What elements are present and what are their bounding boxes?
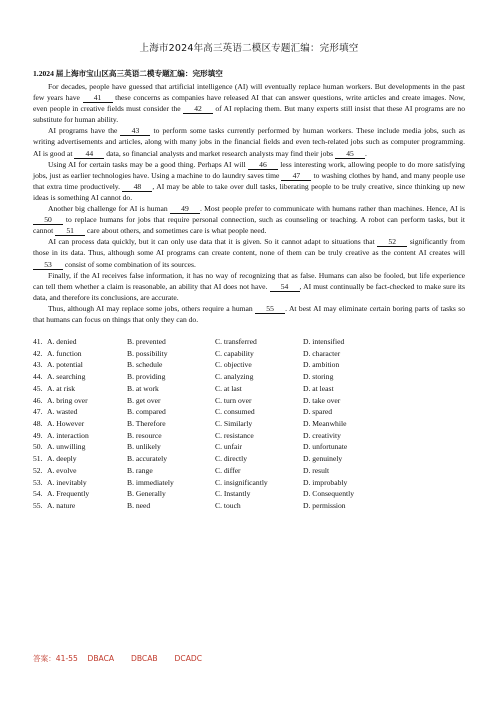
option-c: C. unfair xyxy=(215,442,242,452)
option-row xyxy=(33,371,465,383)
option-a: A. wasted xyxy=(47,407,78,417)
option-c: C. analyzing xyxy=(215,372,254,382)
option-row xyxy=(33,441,465,453)
blank-number: 42 xyxy=(183,104,213,114)
passage-text: , AI must continually be fact-checked to make sure its data, and therefore its conclusions, are accurate. xyxy=(33,281,465,302)
option-c: C. at last xyxy=(215,383,242,393)
passage-text: to perform some tasks currently performed by human workers. These include media jobs, such as writing advertisements and articles, along with many jobs in the financial fields and even tech-related jobs such as computer programming. AI is good at xyxy=(33,126,465,158)
passage-text: Another big challenge for AI is human xyxy=(48,204,170,214)
option-b: B. immediately xyxy=(127,477,174,487)
passage-text: significantly from those in its data. Thus, although some AI programs can create content, none of them can be truly creative as the content AI creates will xyxy=(33,237,465,258)
passage-text: consist of some combination of its sources. xyxy=(63,259,196,269)
option-a: A. evolve xyxy=(47,465,77,475)
blank-number: 50 xyxy=(33,215,63,225)
passage-text: Thus, although AI may replace some jobs, others require a human xyxy=(48,303,256,313)
option-d: D. ambition xyxy=(303,360,340,370)
document-page xyxy=(33,40,465,512)
passage-paragraph xyxy=(33,81,465,125)
option-b: B. Therefore xyxy=(127,418,166,428)
option-b: B. providing xyxy=(127,372,166,382)
option-b: B. prevented xyxy=(127,337,166,347)
blank-number: 54 xyxy=(270,282,300,292)
passage-text: data, so financial analysts and market research analysts may find their jobs xyxy=(104,148,336,158)
passage-text: less interesting work, allowing people to do more satisfying jobs, just as earlier technologies have. Using a machine to do laundry saves time xyxy=(33,159,465,180)
option-d: D. spared xyxy=(303,407,333,417)
option-d: D. creativity xyxy=(303,430,341,440)
option-d: D. Consequently xyxy=(303,489,355,499)
blank-number: 51 xyxy=(55,226,85,236)
option-b: B. resource xyxy=(127,430,162,440)
blank-number: 52 xyxy=(377,237,407,247)
option-c: C. insignificantly xyxy=(215,477,268,487)
question-number: 41. xyxy=(33,337,43,347)
question-number: 47. xyxy=(33,407,43,417)
option-d: D. genuinely xyxy=(303,454,343,464)
question-number: 52. xyxy=(33,465,43,475)
question-number: 55. xyxy=(33,500,43,510)
blank-number: 46 xyxy=(248,160,278,170)
question-number: 54. xyxy=(33,489,43,499)
option-d: D. improbably xyxy=(303,477,348,487)
option-d: D. storing xyxy=(303,372,334,382)
blank-number: 47 xyxy=(281,171,311,181)
blank-number: 49 xyxy=(170,204,200,214)
passage-text: . xyxy=(365,148,367,158)
option-b: B. need xyxy=(127,500,151,510)
option-b: B. range xyxy=(127,465,153,475)
option-a: A. unwilling xyxy=(47,442,86,452)
blank-number: 55 xyxy=(255,304,285,314)
option-c: C. transferred xyxy=(215,337,257,347)
question-number: 45. xyxy=(33,383,43,393)
option-a: A. nature xyxy=(47,500,76,510)
option-row xyxy=(33,477,465,489)
option-c: C. objective xyxy=(215,360,252,370)
passage-text: to washing clothes by hand, and many people use that extra time productively. xyxy=(33,170,466,191)
source-heading: 1.2024 届上海市宝山区高三英语二模专题汇编：完形填空 xyxy=(33,69,223,78)
option-row xyxy=(33,336,465,348)
option-a: A. at risk xyxy=(47,383,76,393)
passage-text: these concerns as companies have released AI that can answer questions, write articles and create images. Now, even people in creative fields must consider the xyxy=(33,93,466,114)
passage-paragraph xyxy=(33,236,465,269)
blank-number: 41 xyxy=(83,93,113,103)
passage-text: For decades, people have guessed that artificial intelligence (AI) will eventually replace human workers. But developments in the past few years have xyxy=(33,82,465,103)
blank-number: 44 xyxy=(74,149,104,159)
passage-paragraph xyxy=(33,303,465,325)
passage-text: to replace humans for jobs that require personal connection, such as counseling or teaching. A robot can perform tasks, but it cannot xyxy=(33,215,465,236)
question-number: 44. xyxy=(33,372,43,382)
option-a: A. bring over xyxy=(47,395,88,405)
question-number: 48. xyxy=(33,418,43,428)
passage-paragraph xyxy=(33,270,465,303)
option-c: C. Similarly xyxy=(215,418,253,428)
passage-text: AI programs have the xyxy=(48,126,121,136)
passage-paragraph xyxy=(33,159,465,203)
option-c: C. turn over xyxy=(215,395,252,405)
option-c: C. differ xyxy=(215,465,241,475)
option-d: D. permission xyxy=(303,500,346,510)
option-a: A. deeply xyxy=(47,454,77,464)
question-number: 42. xyxy=(33,348,43,358)
option-d: D. Meanwhile xyxy=(303,418,347,428)
option-c: C. directly xyxy=(215,454,248,464)
option-row xyxy=(33,500,465,512)
option-a: A. However xyxy=(47,418,85,428)
option-a: A. Frequently xyxy=(47,489,90,499)
blank-number: 53 xyxy=(33,260,63,270)
option-c: C. touch xyxy=(215,500,241,510)
passage-text: Finally, if the AI receives false information, it has no way of recognizing that as false. Humans can also be fooled, but life experience can tell them whether a claim is reasonable, an ability that AI does not have. xyxy=(33,270,465,291)
passage-text: AI can process data quickly, but it can only use data that it is given. So it cannot adapt to situations that xyxy=(48,237,378,247)
passage-text: of AI replacing them. But many experts still insist that these AI programs are no substitute for human ability. xyxy=(33,104,465,125)
option-row xyxy=(33,430,465,442)
option-b: B. Generally xyxy=(127,489,166,499)
option-d: D. unfortunate xyxy=(303,442,348,452)
option-b: B. compared xyxy=(127,407,166,417)
option-a: A. denied xyxy=(47,337,77,347)
option-b: B. accurately xyxy=(127,454,168,464)
option-row xyxy=(33,453,465,465)
option-a: A. potential xyxy=(47,360,83,370)
blank-number: 43 xyxy=(120,126,150,136)
option-a: A. interaction xyxy=(47,430,89,440)
page-title: 上海市2024年高三英语二模区专题汇编：完形填空 xyxy=(139,43,359,54)
option-b: B. unlikely xyxy=(127,442,161,452)
option-d: D. character xyxy=(303,348,341,358)
option-d: D. intensified xyxy=(303,337,345,347)
option-c: C. Instantly xyxy=(215,489,251,499)
options-list xyxy=(33,336,465,512)
question-number: 49. xyxy=(33,430,43,440)
option-b: B. possibility xyxy=(127,348,168,358)
option-d: D. result xyxy=(303,465,330,475)
option-b: B. at work xyxy=(127,383,159,393)
option-c: C. capability xyxy=(215,348,254,358)
option-row xyxy=(33,359,465,371)
option-row xyxy=(33,418,465,430)
question-number: 50. xyxy=(33,442,43,452)
option-row xyxy=(33,406,465,418)
blank-number: 45 xyxy=(335,149,365,159)
option-d: D. take over xyxy=(303,395,341,405)
question-number: 43. xyxy=(33,360,43,370)
option-d: D. at least xyxy=(303,383,334,393)
passage-text: . At best AI may eliminate certain boring parts of tasks so that humans can focus on things that only they can do. xyxy=(33,303,465,324)
option-row xyxy=(33,395,465,407)
option-c: C. resistance xyxy=(215,430,254,440)
option-b: B. schedule xyxy=(127,360,163,370)
option-a: A. function xyxy=(47,348,82,358)
question-number: 46. xyxy=(33,395,43,405)
cloze-passage xyxy=(33,81,465,325)
blank-number: 48 xyxy=(122,182,152,192)
question-number: 51. xyxy=(33,454,43,464)
passage-text: Using AI for certain tasks may be a good thing. Perhaps AI will xyxy=(48,159,248,169)
passage-text: care about others, and sometimes care is what people need. xyxy=(85,226,267,236)
option-a: A. searching xyxy=(47,372,86,382)
answer-key: 答案：41-55 DBACA DBCAB DCADC xyxy=(33,654,203,663)
option-row xyxy=(33,383,465,395)
option-row xyxy=(33,348,465,360)
passage-paragraph xyxy=(33,125,465,158)
option-row xyxy=(33,488,465,500)
option-a: A. inevitably xyxy=(47,477,87,487)
option-c: C. consumed xyxy=(215,407,255,417)
passage-text: . Most people prefer to communicate with humans rather than machines. Hence, AI is xyxy=(199,204,465,214)
question-number: 53. xyxy=(33,477,43,487)
option-b: B. get over xyxy=(127,395,161,405)
passage-paragraph xyxy=(33,203,465,236)
option-row xyxy=(33,465,465,477)
passage-text: , AI may be able to take over dull tasks, liberating people to be truly creative, since thinking up new ideas is something AI cannot do. xyxy=(33,181,465,202)
